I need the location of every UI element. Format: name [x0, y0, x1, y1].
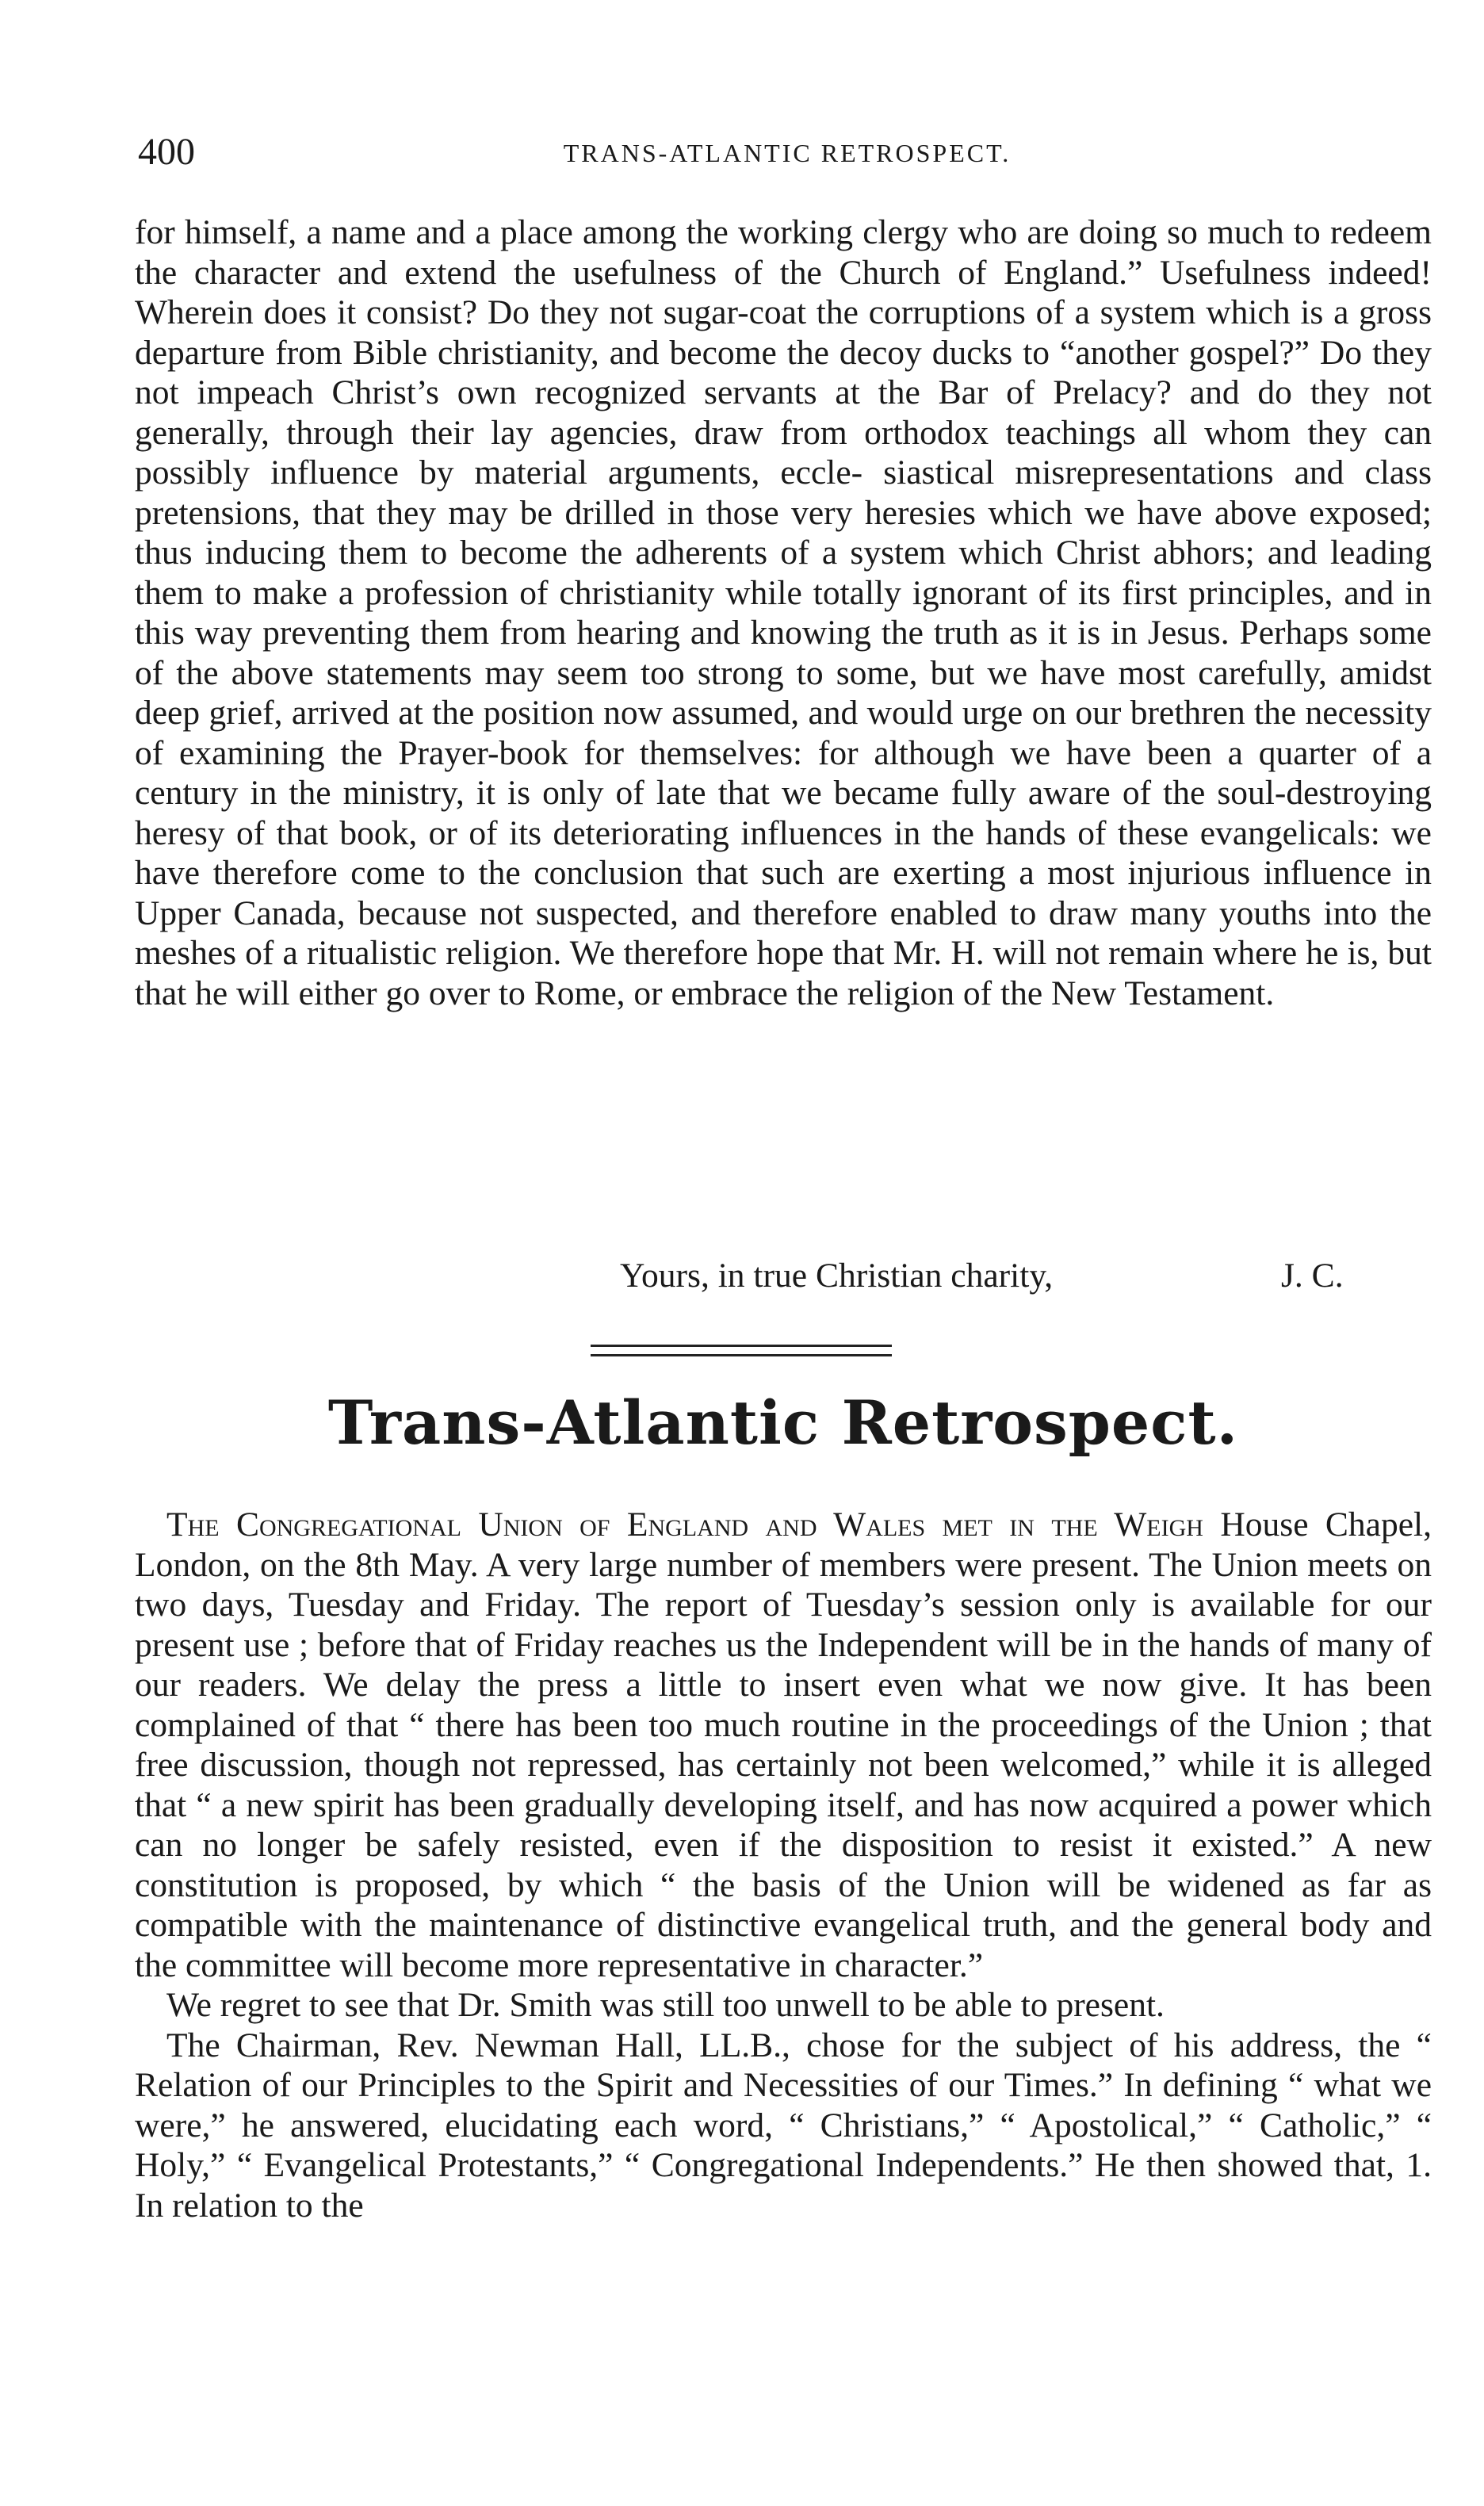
text-line: address, the “ Relation of our Principles to the Spirit and Necessities of our [135, 2026, 1432, 2104]
text-line: itself, and has now acquired a power which can no longer be safely resisted, [135, 1785, 1432, 1864]
text-line: suspected, and therefore enabled to draw many youths into the meshes of a [135, 893, 1432, 972]
text-line: do they not generally, through their lay agencies, draw from orthodox [135, 373, 1432, 452]
text-line: House Chapel, London, on the 8th May. A very large number of members [135, 1506, 1432, 1584]
text-line: readers. We delay the press a little to insert even what we now give. It has [198, 1666, 1349, 1704]
text-line: make a profession of christianity while totally ignorant of its first principles, [252, 573, 1333, 612]
text-line: teachings all whom they can possibly influence by material arguments, eccle- [135, 413, 1432, 492]
text-line: been complained of that “ there has been too much routine in the proceedings [135, 1666, 1432, 1744]
text-line: the maintenance of distinctive evangelical truth, and the general body and the [135, 1906, 1432, 1984]
text-line: report of Tuesday’s session only is available for our present use ; before that [135, 1586, 1432, 1664]
article-paragraph [135, 2026, 1432, 2226]
text-line: hands of these evangelicals: we have therefore come to the conclusion that [135, 813, 1432, 892]
letter-closing: Yours, in true Christian charity, [620, 1257, 1054, 1295]
text-line: committee will become more representative in character.” [186, 1945, 984, 1984]
text-line: “ Congregational Independents.” He then showed that, 1. In relation to the [135, 2146, 1432, 2225]
text-line: welcomed,” while it is alleged that “ a new spirit has been gradually developing [135, 1746, 1432, 1824]
text-line: soul-destroying heresy of that book, or of its deteriorating influences in the [135, 774, 1432, 852]
text-line: much to redeem the character and extend the usefulness of the Church of [135, 213, 1432, 292]
text-line: The Chairman, Rev. Newman Hall, LL.B., chose for the subject of his [166, 2026, 1214, 2064]
text-line: they not impeach Christ’s own recognized servants at the Bar of Prelacy? and [135, 333, 1432, 411]
text-line: ritualistic religion. We therefore hope that Mr. H. will not remain where he [306, 934, 1339, 972]
letter-initials: J. C. [1281, 1257, 1344, 1295]
section-divider-bottom [591, 1354, 892, 1356]
text-line: of the Union ; that free discussion, though not repressed, has certainly not been [135, 1705, 1432, 1784]
page-number: 400 [138, 131, 195, 173]
running-head [133, 128, 1441, 176]
text-line: those very heresies which we have above exposed; thus inducing them to [135, 493, 1432, 572]
text-line: New Testament. [1051, 974, 1275, 1012]
text-line: were present. The Union meets on two days, Tuesday and Friday. The [135, 1545, 1432, 1624]
text-line: siastical misrepresentations and class pretensions, that they may be drilled in [135, 453, 1432, 532]
text-line: some, but we have most carefully, amidst deep grief, arrived at the position [135, 653, 1432, 732]
text-line: We regret to see that Dr. Smith was still too unwell to be able to present. [166, 1986, 1165, 2024]
letter-body [135, 212, 1432, 1013]
text-line: for himself, a name and a place among the working clergy who are doing so [135, 213, 1198, 251]
text-line: the Prayer-book for themselves: for although we have been a quarter of a [340, 733, 1432, 772]
text-line: Times.” In defining “ what we were,” he answered, elucidating each word, [135, 2066, 1432, 2144]
text-line: sugar-coat the corruptions of a system which is a gross departure from [135, 293, 1432, 372]
letter-paragraph [135, 212, 1432, 1013]
text-line: of Friday reaches us the Independent will be in the hands of many of our [135, 1625, 1432, 1704]
text-line: England.” Usefulness indeed! Wherein does it consist? Do they not [135, 253, 1432, 331]
text-line: even if the disposition to resist it existed.” A new constitution is proposed, [135, 1826, 1432, 1904]
text-line: become the adherents of a system which Christ abhors; and leading them to [135, 534, 1432, 612]
letter-signoff [135, 1254, 1432, 1297]
article-paragraph [135, 1505, 1432, 1985]
text-line: century in the ministry, it is only of late that we became fully aware of the [135, 774, 1206, 812]
text-line: is, but that he will either go over to Rome, or embrace the religion of the [135, 934, 1432, 1012]
text-line: The Congregational Union of England and Wales met in the Weigh [166, 1506, 1203, 1544]
section-divider-top [591, 1345, 892, 1347]
running-title: TRANS-ATLANTIC RETROSPECT. [563, 139, 1012, 167]
text-line: Bible christianity, and become the decoy ducks to “another gospel?” Do [352, 333, 1363, 372]
section-heading: Trans-Atlantic Retrospect. [327, 1387, 1239, 1458]
text-line: such are exerting a most injurious influence in Upper Canada, because not [135, 854, 1432, 932]
text-line: “ Christians,” “ Apostolical,” “ Catholic,” “ Holy,” “ Evangelical Protestants,” [135, 2106, 1432, 2184]
article-body [135, 1505, 1432, 2225]
text-line: and in this way preventing them from hearing and knowing the truth as it is [135, 573, 1432, 652]
article-paragraph [135, 1985, 1432, 2026]
text-line: by which “ the basis of the Union will be widened as far as compatible with [135, 1865, 1432, 1944]
text-line: in Jesus. Perhaps some of the above statements may seem too strong to [135, 614, 1432, 692]
text-line: now assumed, and would urge on our brethren the necessity of examining [135, 694, 1432, 772]
